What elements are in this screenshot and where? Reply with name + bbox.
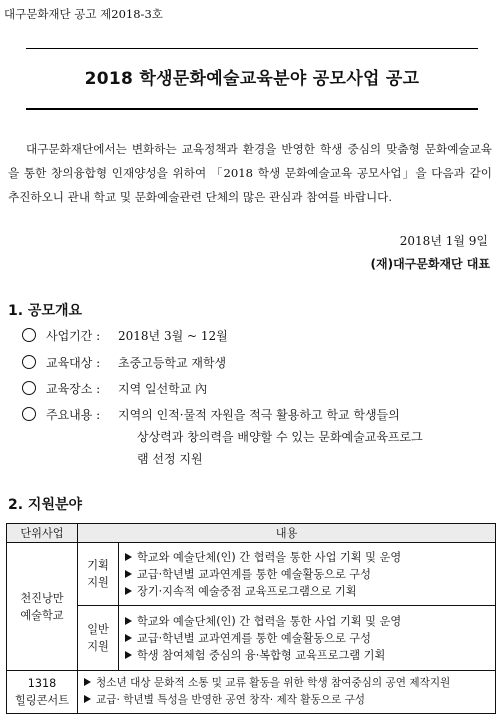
table-header-row: [7, 524, 496, 543]
list-item: 장기·지속적 예술중점 교육프로그램으로 기획: [125, 583, 489, 600]
intro-block: [8, 137, 492, 209]
intro-paragraph: 대구문화재단에서는 변화하는 교육정책과 환경을 반영한 학생 중심의 맞춤형 문화예술교육을 통한 창의융합형 인재양성을 위하여 「2018 학생 문화예술교육 공모사업」을 다음과 같이 추진하오니 관내 학교 및 문화예술관련 단체의 많은 관심과 참여를 바랍니다.: [8, 142, 492, 204]
support-table: [6, 523, 496, 714]
unit-cell: 천진낭만 예술학교: [7, 543, 78, 671]
triangle-bullet-icon: [125, 587, 132, 595]
list-item: 교급· 학년별 특성을 반영한 공연 창작· 제작 활동으로 구성: [84, 692, 489, 709]
triangle-bullet-icon: [125, 617, 132, 625]
circle-bullet-icon: [22, 381, 36, 395]
section-overview-title: 1. 공모개요: [8, 303, 83, 319]
triangle-bullet-icon: [125, 651, 132, 659]
sub-cell: 일반 지원: [78, 606, 119, 671]
overview-item-place: 교육장소 : 지역 일선학교 內: [22, 380, 207, 397]
table-row: [7, 606, 496, 671]
content-cell: [119, 543, 496, 606]
organization-name: (재)대구문화재단 대표: [370, 257, 490, 271]
list-item: 학교와 예술단체(인) 간 협력을 통한 사업 기획 및 운영: [125, 549, 489, 566]
content-cell: [78, 671, 496, 714]
section-support-title: 2. 지원분야: [8, 497, 83, 513]
overview-item-target: 교육대상 : 초중고등학교 재학생: [22, 354, 226, 371]
overview-item-period: 사업기간 : 2018년 3월 ~ 12월: [22, 327, 228, 344]
list-item: 학교와 예술단체(인) 간 협력을 통한 사업 기획 및 운영: [125, 613, 489, 630]
unit-cell: 1318 힐링콘서트: [7, 671, 78, 714]
document-title: 2018 학생문화예술교육분야 공모사업 공고: [84, 69, 420, 89]
title-top-rule: [26, 48, 478, 49]
overview-item-content: 주요내용 : 지역의 인적·물적 자원을 적극 활용하고 학교 학생들의: [22, 406, 400, 423]
triangle-bullet-icon: [125, 570, 132, 578]
content-cell: [119, 606, 496, 671]
table-row: [7, 543, 496, 606]
list-item: 교급·학년별 교과연계를 통한 예술활동으로 구성: [125, 566, 489, 583]
list-item: 학생 참여체험 중심의 융·복합형 교육프로그램 기획: [125, 647, 489, 664]
announcement-date: 2018년 1월 9일: [399, 234, 488, 248]
notice-number: 대구문화재단 공고 제2018-3호: [4, 7, 163, 21]
circle-bullet-icon: [22, 355, 36, 369]
triangle-bullet-icon: [84, 695, 91, 703]
header-unit: 단위사업: [7, 524, 78, 543]
list-item: 청소년 대상 문화적 소통 및 교류 활동을 위한 학생 참여중심의 공연 제작지원: [84, 675, 489, 692]
list-item: 교급·학년별 교과연계를 통한 예술활동으로 구성: [125, 630, 489, 647]
circle-bullet-icon: [22, 328, 36, 342]
triangle-bullet-icon: [84, 678, 91, 686]
header-content: 내용: [78, 524, 496, 543]
triangle-bullet-icon: [125, 634, 132, 642]
overview-content-continued: 상상력과 창의력을 배양할 수 있는 문화예술교육프로그 램 선정 지원: [137, 430, 423, 466]
sub-cell: 기획 지원: [78, 543, 119, 606]
triangle-bullet-icon: [125, 553, 132, 561]
table-row: [7, 671, 496, 714]
circle-bullet-icon: [22, 407, 36, 421]
title-bottom-rule: [26, 108, 478, 110]
